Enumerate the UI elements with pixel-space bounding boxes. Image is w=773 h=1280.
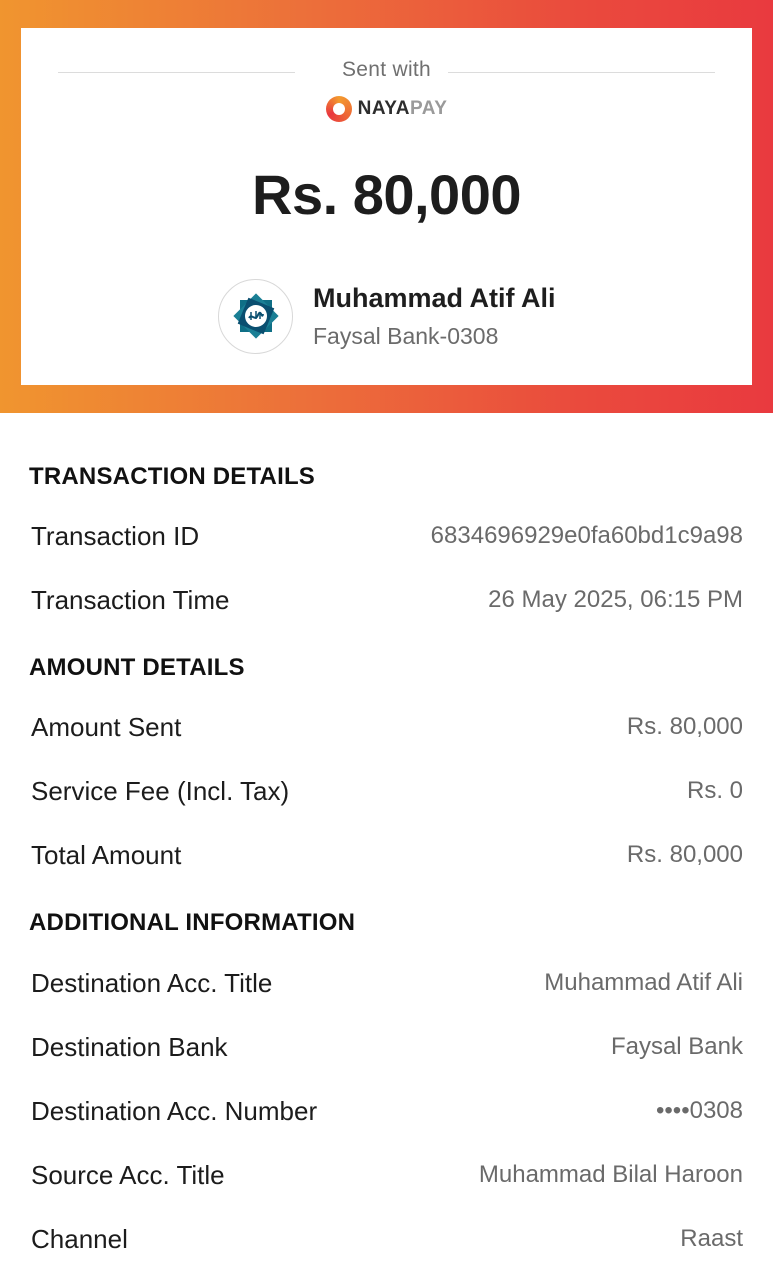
faysal-bank-logo-icon <box>218 279 293 354</box>
detail-value: Rs. 0 <box>686 777 743 804</box>
detail-row-source-title <box>31 1158 743 1192</box>
detail-value: 26 May 2025, 06:15 PM <box>488 586 743 613</box>
recipient-bank-account: Faysal Bank-0308 <box>313 323 499 349</box>
receipt-card <box>21 28 752 385</box>
brand-wordmark-main: NAYA <box>357 98 410 119</box>
amount-total: Rs. 80,000 <box>252 163 521 226</box>
nayapay-logo-icon <box>326 96 352 122</box>
brand-wordmark <box>358 98 448 120</box>
section-title-amount-details: AMOUNT DETAILS <box>29 654 245 681</box>
detail-value: Raast <box>680 1225 743 1252</box>
detail-label: Channel <box>31 1223 128 1254</box>
receipt-header-banner <box>0 0 773 413</box>
detail-row-total-amount <box>31 838 743 872</box>
detail-row-destination-title <box>31 966 743 1000</box>
detail-label: Destination Bank <box>31 1031 228 1062</box>
detail-row-channel <box>31 1222 743 1256</box>
detail-label: Destination Acc. Number <box>31 1095 318 1126</box>
detail-label: Destination Acc. Title <box>31 967 273 998</box>
detail-value: Rs. 80,000 <box>626 713 743 740</box>
detail-label: Total Amount <box>31 839 182 870</box>
section-title-transaction-details: TRANSACTION DETAILS <box>29 463 316 490</box>
detail-label: Transaction Time <box>31 584 230 615</box>
detail-value: Muhammad Bilal Haroon <box>478 1161 743 1188</box>
detail-value: ••••0308 <box>656 1097 743 1124</box>
detail-value: 6834696929e0fa60bd1c9a98 <box>430 522 743 549</box>
detail-row-destination-bank <box>31 1030 743 1064</box>
detail-row-transaction-time <box>31 583 743 617</box>
detail-label: Source Acc. Title <box>31 1159 225 1190</box>
detail-label: Transaction ID <box>31 520 200 551</box>
recipient-name: Muhammad Atif Ali <box>313 283 556 313</box>
detail-row-amount-sent <box>31 710 743 744</box>
detail-value: Rs. 80,000 <box>626 841 743 868</box>
brand-wordmark-accent: PAY <box>409 98 448 119</box>
detail-value: Muhammad Atif Ali <box>544 969 743 996</box>
detail-row-service-fee <box>31 774 743 808</box>
detail-value: Faysal Bank <box>610 1033 743 1060</box>
detail-label: Amount Sent <box>31 711 182 742</box>
recipient-info <box>218 278 556 354</box>
detail-row-transaction-id <box>31 519 743 553</box>
detail-row-destination-account-number <box>31 1094 743 1128</box>
detail-label: Service Fee (Incl. Tax) <box>31 775 290 806</box>
section-title-additional-information: ADDITIONAL INFORMATION <box>29 909 356 936</box>
sent-with-label: Sent with <box>341 58 432 81</box>
nayapay-brand <box>21 94 752 124</box>
